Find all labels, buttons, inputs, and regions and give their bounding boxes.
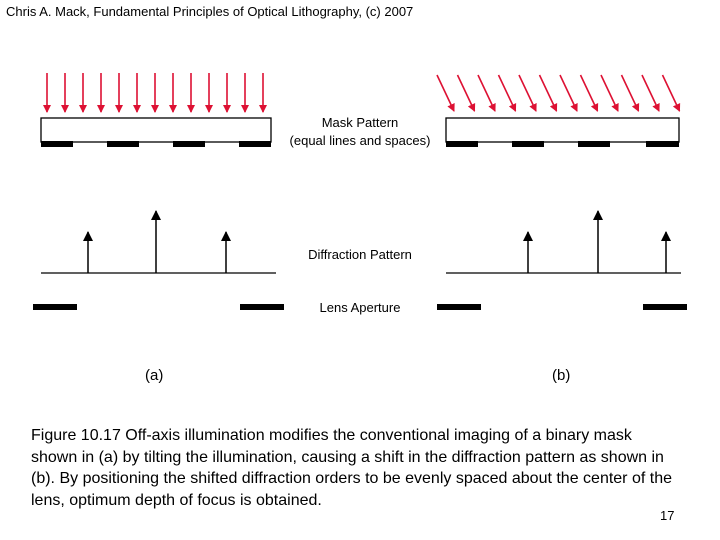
illumination-arrow [581,75,598,111]
mask-glass-a [41,118,271,142]
illumination-arrow [458,75,475,111]
mask-chrome-line [239,141,271,147]
diffraction-pattern-b [446,211,681,273]
illumination-arrow [519,75,536,111]
aperture-stop-right [643,304,687,310]
illumination-arrow [601,75,618,111]
mask-chrome-line [646,141,679,147]
illumination-arrows-b [437,75,680,111]
diffraction-pattern-label: Diffraction Pattern [308,247,412,262]
mask-chrome-line [173,141,205,147]
mask-chrome-line [107,141,139,147]
mask-pattern-note: (equal lines and spaces) [289,133,431,148]
illumination-arrow [478,75,495,111]
illumination-arrow [642,75,659,111]
mask-b [446,118,679,147]
lens-aperture-a [33,304,284,310]
mask-chrome-line [41,141,73,147]
citation-header: Chris A. Mack, Fundamental Principles of Optical Lithography, (c) 2007 [6,4,414,19]
aperture-stop-left [33,304,77,310]
diffraction-pattern-a [41,211,276,273]
illumination-arrow [560,75,577,111]
illumination-arrows-a [47,73,263,112]
mask-pattern-label: Mask Pattern [321,115,399,130]
mask-chrome-line [578,141,610,147]
figure-caption: Figure 10.17 Off-axis illumination modifies the conventional imaging of a binary mask shown in (a) by tilting the illumination, causing a shift in the diffraction pattern as shown in (b). By positioning the shifted diffraction orders to be evenly spaced about the center of the lens, optimum depth of focus is obtained. [31,427,672,509]
illumination-arrow [540,75,557,111]
mask-a [41,118,271,147]
panel-label-a: (a) [145,367,164,384]
aperture-stop-right [240,304,284,310]
mask-chrome-line [512,141,544,147]
panel-label-b: (b) [552,367,571,384]
lens-aperture-b [437,304,687,310]
illumination-arrow [622,75,639,111]
page-number: 17 [660,508,675,523]
illumination-arrow [499,75,516,111]
mask-chrome-line [446,141,478,147]
illumination-arrow [437,75,454,111]
mask-glass-b [446,118,679,142]
aperture-stop-left [437,304,481,310]
illumination-arrow [663,75,680,111]
lens-aperture-label: Lens Aperture [319,300,401,315]
